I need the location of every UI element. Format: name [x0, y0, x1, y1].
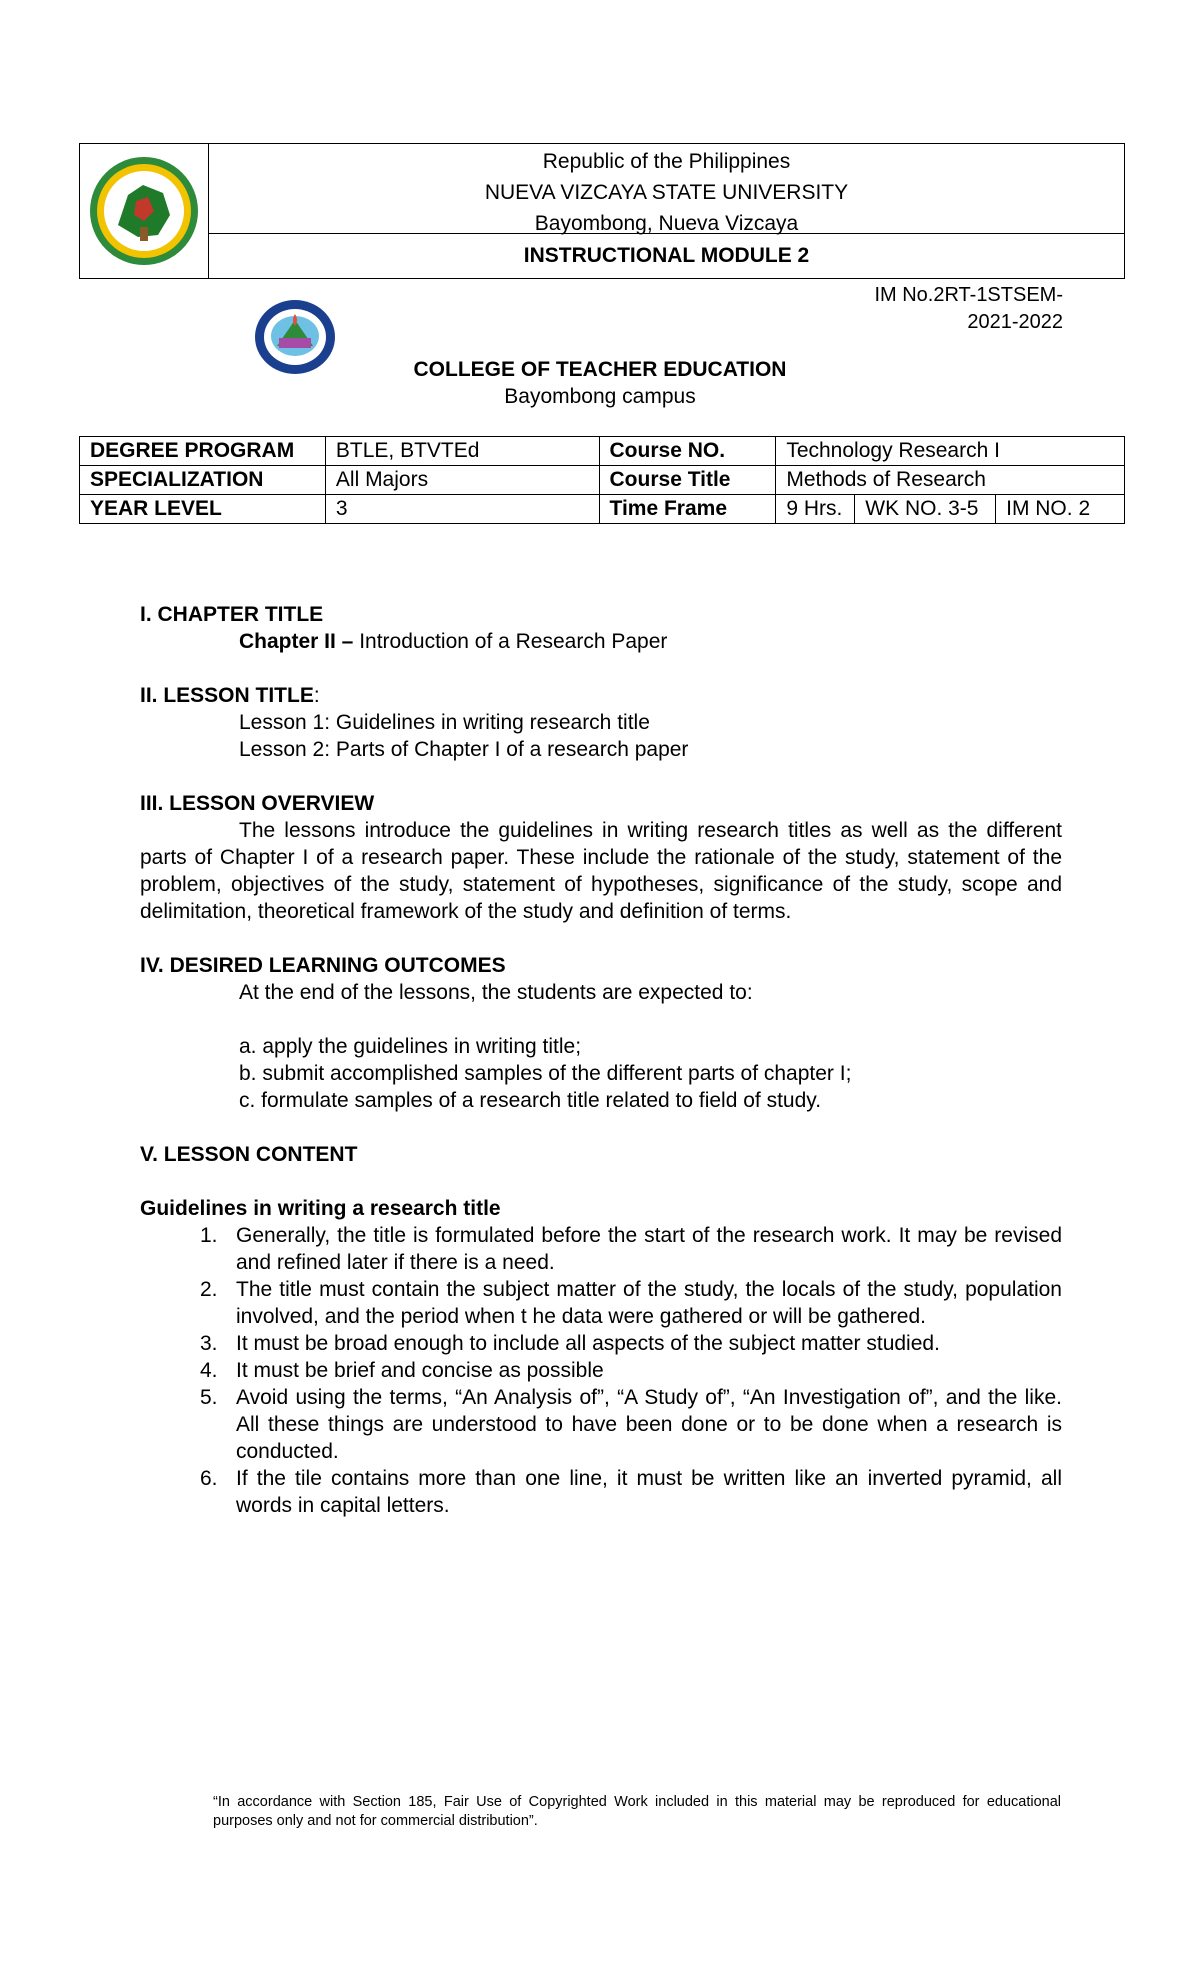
week-number: WK NO. 3-5 — [855, 495, 996, 524]
header-box — [79, 143, 1125, 279]
lesson-title-colon: : — [313, 684, 320, 707]
course-no-label: Course NO. — [599, 437, 776, 466]
degree-label: DEGREE PROGRAM — [80, 437, 326, 466]
university-name: NUEVA VIZCAYA STATE UNIVERSITY — [484, 181, 849, 204]
table-row — [80, 495, 1125, 524]
module-title: INSTRUCTIONAL MODULE 2 — [209, 233, 1124, 278]
guidelines-heading: Guidelines in writing a research title — [140, 1197, 501, 1220]
outcome-b: b. submit accomplished samples of the different parts of chapter I; — [239, 1062, 852, 1085]
item-text: The title must contain the subject matter of the study, the locals of the study, population involved, and the period when t he data were gathered or will be gathered. — [236, 1278, 1062, 1328]
university-location: Bayombong, Nueva Vizcaya — [534, 212, 799, 235]
item-text: Generally, the title is formulated before the start of the research work. It may be revised and refined later if there is a need. — [236, 1224, 1062, 1274]
lesson-content — [140, 601, 1062, 1519]
item-number: 1. — [200, 1224, 218, 1247]
copyright-footnote: “In accordance with Section 185, Fair Use of Copyrighted Work included in this material may be reproduced for educational purposes only and not for commercial distribution”. — [213, 1794, 1061, 1829]
list-item — [140, 1357, 1062, 1384]
item-number: 5. — [200, 1386, 218, 1409]
college-campus: Bayombong campus — [504, 385, 696, 408]
year-level-value: 3 — [325, 495, 599, 524]
list-item — [140, 1330, 1062, 1357]
chapter-title-line — [140, 628, 1062, 655]
lesson-overview-heading: III. LESSON OVERVIEW — [140, 792, 375, 815]
course-no-value: Technology Research I — [776, 437, 1125, 466]
item-text: It must be brief and concise as possible — [236, 1359, 604, 1382]
learning-outcomes-intro: At the end of the lessons, the students are expected to: — [239, 981, 753, 1004]
republic-text: Republic of the Philippines — [542, 150, 791, 173]
list-item — [140, 1465, 1062, 1519]
course-title-value: Methods of Research — [776, 466, 1125, 495]
item-number: 4. — [200, 1359, 218, 1382]
list-item — [140, 1384, 1062, 1465]
header-info — [209, 144, 1124, 235]
im-number-line2: 2021-2022 — [967, 311, 1063, 333]
item-text: Avoid using the terms, “An Analysis of”, “A Study of”, “An Investigation of”, and the like. All these things are understood to have been done or to be done when a research is conducted. — [236, 1386, 1062, 1463]
chapter-name: Introduction of a Research Paper — [353, 630, 668, 653]
im-number-cell: IM NO. 2 — [996, 495, 1125, 524]
list-item — [140, 1276, 1062, 1330]
chapter-title-heading: I. CHAPTER TITLE — [140, 603, 324, 626]
item-number: 3. — [200, 1332, 218, 1355]
specialization-value: All Majors — [325, 466, 599, 495]
specialization-label: SPECIALIZATION — [80, 466, 326, 495]
lesson-title-heading-line — [140, 682, 1062, 709]
outcome-c: c. formulate samples of a research title related to field of study. — [239, 1089, 822, 1112]
course-title-label: Course Title — [599, 466, 776, 495]
guidelines-list — [140, 1222, 1062, 1519]
table-row — [80, 466, 1125, 495]
lesson-1-title: Lesson 1: Guidelines in writing research title — [239, 711, 650, 734]
college-name: COLLEGE OF TEACHER EDUCATION — [413, 358, 787, 381]
outcome-a: a. apply the guidelines in writing title; — [239, 1035, 582, 1058]
time-frame-label: Time Frame — [599, 495, 776, 524]
time-frame-value: 9 Hrs. — [776, 495, 855, 524]
university-logo-cell — [80, 144, 209, 278]
degree-value: BTLE, BTVTEd — [325, 437, 599, 466]
college-block — [0, 356, 1200, 410]
item-text: It must be broad enough to include all aspects of the subject matter studied. — [236, 1332, 940, 1355]
year-level-label: YEAR LEVEL — [80, 495, 326, 524]
lesson-overview-text: The lessons introduce the guidelines in writing research titles as well as the different parts of Chapter I of a research paper. These include the rationale of the study, statement of the problem, objectives of the study, statement of hypotheses, significance of the study, scope and delimitation, theoretical framework of the study and definition of terms. — [140, 819, 1062, 923]
im-number-line1: IM No.2RT-1STSEM- — [874, 284, 1063, 306]
list-item — [140, 1222, 1062, 1276]
item-number: 2. — [200, 1278, 218, 1301]
chapter-label: Chapter II – — [239, 630, 354, 653]
item-number: 6. — [200, 1467, 218, 1490]
lesson-2-title: Lesson 2: Parts of Chapter I of a research paper — [239, 738, 689, 761]
university-seal-icon — [88, 155, 200, 267]
im-number — [874, 282, 1063, 336]
lesson-content-heading: V. LESSON CONTENT — [140, 1143, 358, 1166]
item-text: If the tile contains more than one line, it must be written like an inverted pyramid, all words in capital letters. — [236, 1467, 1062, 1517]
learning-outcomes-heading: IV. DESIRED LEARNING OUTCOMES — [140, 954, 506, 977]
table-row — [80, 437, 1125, 466]
course-info-table — [79, 436, 1125, 524]
lesson-title-heading: II. LESSON TITLE — [140, 684, 314, 707]
